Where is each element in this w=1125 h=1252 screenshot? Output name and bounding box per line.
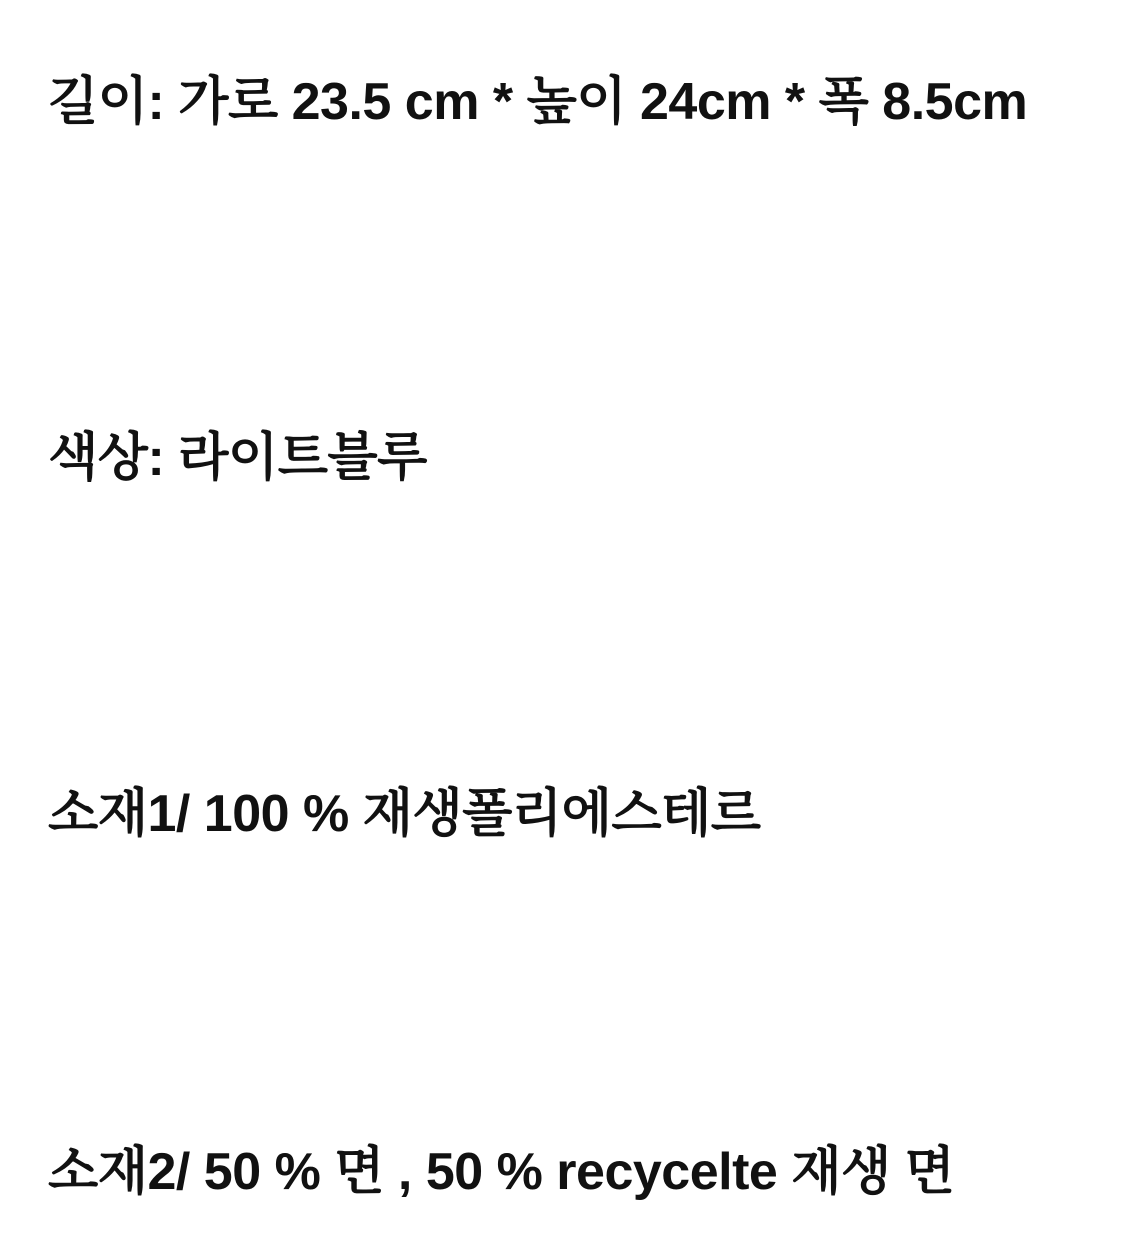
- product-color-text: 색상: 라이트블루: [48, 429, 427, 487]
- product-material-2-text: 소재2/ 50 % 면 , 50 % recycelte 재생 면: [48, 1143, 955, 1201]
- product-material-1-text: 소재1/ 100 % 재생폴리에스테르: [48, 785, 761, 843]
- product-dimensions-text: 길이: 가로 23.5 cm * 높이 24cm * 폭 8.5cm: [48, 73, 1028, 131]
